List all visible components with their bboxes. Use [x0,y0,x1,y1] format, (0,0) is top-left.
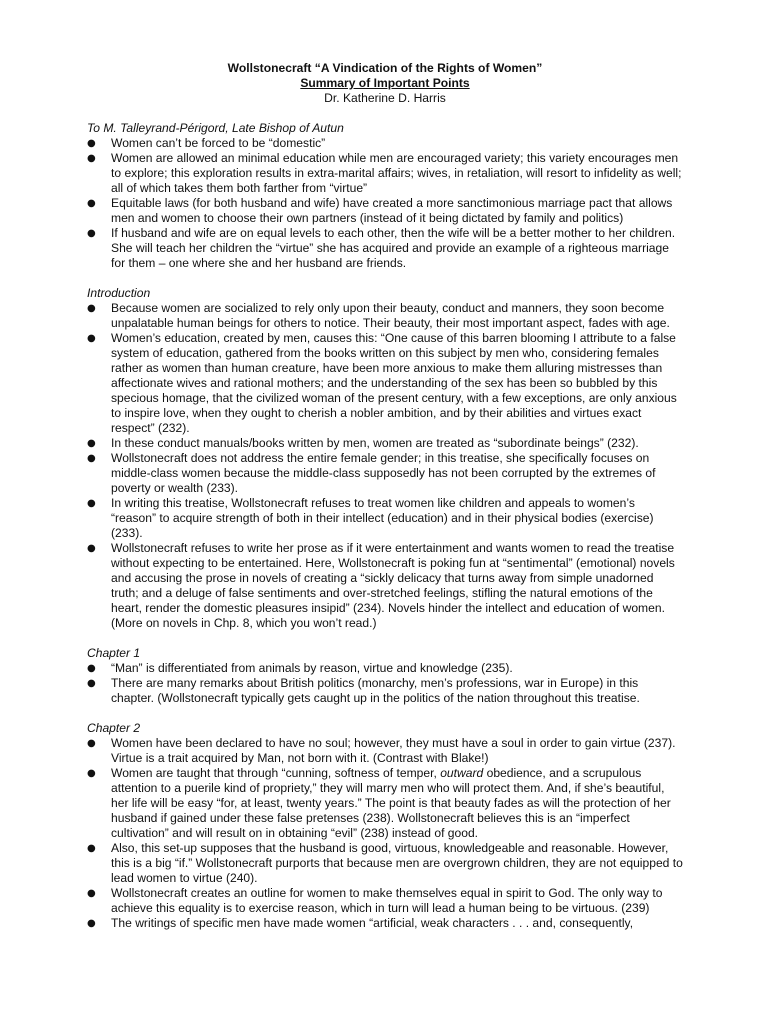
bullet-item [87,916,683,931]
bullet-list [87,136,683,271]
bullet-text: Wollstonecraft creates an outline for women to make themselves equal in spirit to God. The only way to achieve this equality is to exercise reason, which in turn will lead a human being to be virtuous. (239) [111,886,663,915]
bullet-icon: ● [87,888,96,899]
section-heading: Introduction [87,286,151,300]
bullet-icon: ● [87,768,96,779]
bullet-text: Women can’t be forced to be “domestic” [111,136,326,150]
bullet-text: Also, this set-up supposes that the husband is good, virtuous, knowledgeable and reasonable. However, this is a big “if.” Wollstonecraft purports that because men are overgrown children, they are not equipped to lead women to virtue (240). [111,841,683,885]
bullet-icon: ● [87,138,96,149]
bullet-text: There are many remarks about British politics (monarchy, men’s professions, war in Europe) in this chapter. (Wollstonecraft typically gets caught up in the politics of the nation throughout this treatise. [111,676,640,705]
document-title: Wollstonecraft “A Vindication of the Rights of Women” [227,61,543,75]
bullet-icon: ● [87,843,96,854]
section-heading: To M. Talleyrand-Périgord, Late Bishop of Autun [87,121,344,135]
bullet-text: If husband and wife are on equal levels to each other, then the wife will be a better mother to her children. She will teach her children the “virtue” she has acquired and provide an example of a righteous marriage for them – one where she and her husband are friends. [111,226,676,270]
bullet-text: In these conduct manuals/books written by men, women are treated as “subordinate beings” (232). [111,436,639,450]
bullet-text: obedience, and a scrupulous attention to a puerile kind of propriety,” they will marry men who will protect them. And, if she’s beautiful, her life will be easy “for, at least, twenty years.” The point is that beauty fades as will the protection of her husband if gained under these false pretenses (238). Wollstonecraft believes this is an “imperfect cultivation” and will result on in obtaining “evil” (238) instead of good. [111,766,671,840]
bullet-item [87,736,683,766]
bullet-icon: ● [87,678,96,689]
bullet-text: Women’s education, created by men, causes this: “One cause of this barren blooming I attribute to a false system of education, gathered from the books written on this subject by men who, considering females rather as women than human creature, have been more anxious to make them alluring mistresses than affectionate wives and rational mothers; and the understanding of the sex has been so bubbled by this specious homage, that the civilized woman of the present century, with a few exceptions, are only anxious to inspire love, when they ought to cherish a nobler ambition, and by their abilities and virtues exact respect” (232). [111,331,677,435]
bullet-icon: ● [87,153,96,164]
bullet-item [87,541,683,631]
bullet-item [87,151,683,196]
bullet-item [87,886,683,916]
bullet-list [87,301,683,631]
bullet-list [87,736,683,931]
bullet-icon: ● [87,738,96,749]
document-page [87,61,683,946]
section [87,121,683,271]
bullet-text: Women have been declared to have no soul; however, they must have a soul in order to gain virtue (237). Virtue is a trait acquired by Man, not born with it. (Contrast with Blake!) [111,736,676,765]
section-heading: Chapter 2 [87,721,141,735]
bullet-item [87,226,683,271]
bullet-icon: ● [87,198,96,209]
bullet-text: The writings of specific men have made women “artificial, weak characters . . . and, consequently, [111,916,634,930]
bullet-item [87,331,683,436]
bullet-item [87,676,683,706]
emphasized-text: outward [440,766,484,780]
bullet-item [87,661,683,676]
bullet-text: Women are allowed an minimal education while men are encouraged variety; this variety encourages men to explore; this exploration results in extra-marital affairs; wives, in retaliation, will resort to infidelity as well; all of which takes them both farther from “virtue” [111,151,682,195]
bullet-text: Because women are socialized to rely only upon their beauty, conduct and manners, they soon become unpalatable human beings for others to notice. Their beauty, their most important aspect, fades with age. [111,301,670,330]
bullet-icon: ● [87,663,96,674]
document-header [87,61,683,106]
section [87,286,683,631]
section [87,721,683,931]
bullet-icon: ● [87,918,96,929]
bullet-item [87,766,683,841]
bullet-icon: ● [87,228,96,239]
bullet-text: Women are taught that through “cunning, softness of temper, [111,766,441,780]
bullet-item [87,196,683,226]
bullet-item [87,841,683,886]
bullet-icon: ● [87,333,96,344]
bullet-item [87,136,683,151]
bullet-icon: ● [87,543,96,554]
bullet-list [87,661,683,706]
bullet-text: In writing this treatise, Wollstonecraft refuses to treat women like children and appeals to women’s “reason” to acquire strength of both in their intellect (education) and in their physical bodies (exercise) (233). [111,496,654,540]
bullet-icon: ● [87,303,96,314]
section [87,646,683,706]
bullet-icon: ● [87,438,96,449]
bullet-item [87,436,683,451]
section-heading: Chapter 1 [87,646,141,660]
document-subtitle: Summary of Important Points [300,76,470,90]
bullet-item [87,301,683,331]
bullet-text: “Man” is differentiated from animals by reason, virtue and knowledge (235). [111,661,513,675]
bullet-icon: ● [87,498,96,509]
bullet-text: Wollstonecraft refuses to write her prose as if it were entertainment and wants women to read the treatise without expecting to be entertained. Here, Wollstonecraft is poking fun at “sentimental” (emotional) novels and accusing the prose in novels of creating a “sickly delicacy that turns away from simple unadorned truth; and a deluge of false sentiments and over-stretched feelings, stifling the natural emotions of the heart, render the domestic pleasures insipid” (234). Novels hinder the intellect and education of women. (More on novels in Chp. 8, which you won’t read.) [111,541,675,630]
bullet-text: Equitable laws (for both husband and wife) have created a more sanctimonious marriage pact that allows men and women to choose their own partners (instead of it being dictated by family and politics) [111,196,673,225]
bullet-icon: ● [87,453,96,464]
document-body [87,121,683,931]
bullet-text: Wollstonecraft does not address the entire female gender; in this treatise, she specifically focuses on middle-class women because the middle-class supposedly has not been corrupted by the extremes of poverty or wealth (233). [111,451,656,495]
bullet-item [87,496,683,541]
document-author: Dr. Katherine D. Harris [324,91,446,105]
bullet-item [87,451,683,496]
